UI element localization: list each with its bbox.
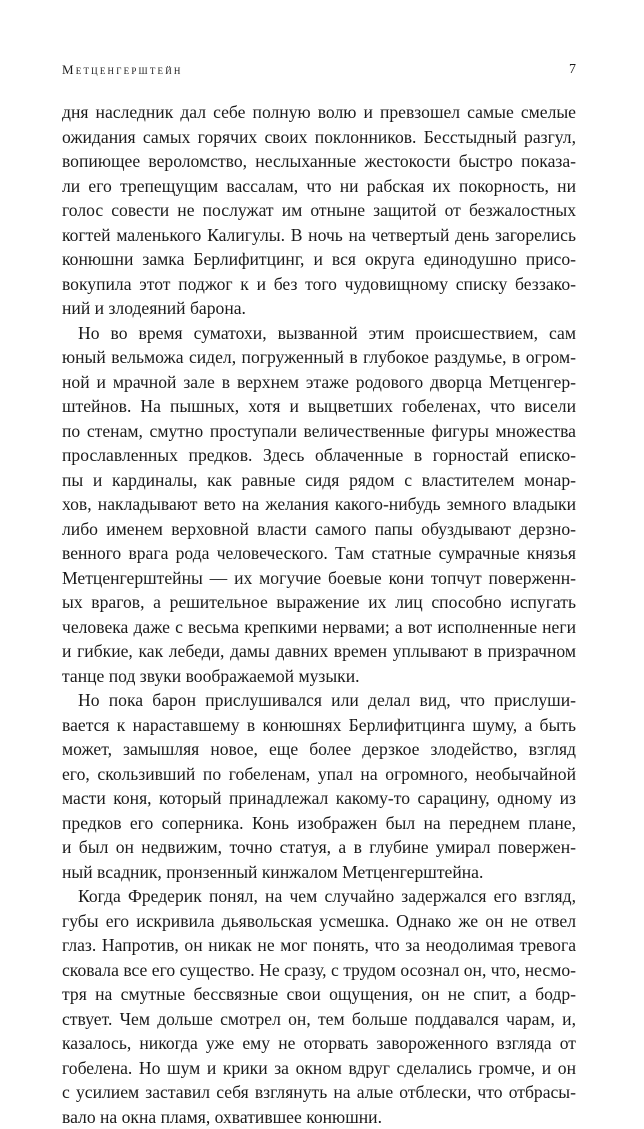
- text-line: ний и злодеяний барона.: [62, 296, 576, 321]
- text-line: танце под звуки воображаемой музыки.: [62, 664, 576, 689]
- text-line: вокупила этот поджог к и без того чудовищному списку беззако-: [62, 272, 576, 297]
- text-line: по стенам, смутно проступали величественные фигуры множества: [62, 419, 576, 444]
- text-line: венного врага рода человеческого. Там статные сумрачные князья: [62, 541, 576, 566]
- text-line: губы его искривила дьявольская усмешка. Однако же он не отвел: [62, 909, 576, 934]
- text-line: ной и мрачной зале в верхнем этаже родового дворца Метценгер-: [62, 370, 576, 395]
- text-line: пы и кардиналы, как равные сидя рядом с властителем монар-: [62, 468, 576, 493]
- paragraph: [62, 688, 576, 884]
- text-line: либо именем верховной власти самого папы обуздывают дерзно-: [62, 517, 576, 542]
- text-line: юный вельможа сидел, погруженный в глубокое раздумье, в огром-: [62, 345, 576, 370]
- text-line: ствует. Чем дольше смотрел он, тем больше поддавался чарам, и,: [62, 1007, 576, 1032]
- text-line: Метценгерштейны — их могучие боевые кони топчут поверженн-: [62, 566, 576, 591]
- text-line: голос совести не послужат им отныне защитой от безжалостных: [62, 198, 576, 223]
- text-line: ли его трепещущим вассалам, что ни рабская их покорность, ни: [62, 174, 576, 199]
- text-line: казалось, никогда уже ему не оторвать завороженного взгляда от: [62, 1031, 576, 1056]
- text-line: вало на окна пламя, охватившее конюшни.: [62, 1105, 576, 1129]
- text-line: предков его соперника. Конь изображен был на переднем плане,: [62, 811, 576, 836]
- text-line: когтей маленького Калигулы. В ночь на четвертый день загорелись: [62, 223, 576, 248]
- text-line: тря на смутные бессвязные свои ощущения, он не спит, а бодр-: [62, 982, 576, 1007]
- text-line: конюшни замка Берлифитцинг, и вся округа единодушно присо-: [62, 247, 576, 272]
- text-line: глаз. Напротив, он никак не мог понять, что за неодолимая тревога: [62, 933, 576, 958]
- text-line: и был он недвижим, точно статуя, а в глубине умирал повержен-: [62, 835, 576, 860]
- text-line: и гибкие, как лебеди, дамы давних времен уплывают в призрачном: [62, 639, 576, 664]
- text-line: ожидания самых горячих своих поклонников. Бесстыдный разгул,: [62, 125, 576, 150]
- text-line: Но во время суматохи, вызванной этим происшествием, сам: [62, 321, 576, 346]
- text-line: Когда Фредерик понял, на чем случайно задержался его взгляд,: [62, 884, 576, 909]
- page-number: 7: [569, 62, 576, 78]
- running-head: [62, 62, 576, 86]
- text-line: сковала все его существо. Не сразу, с трудом осознал он, что, несмо-: [62, 958, 576, 983]
- text-line: вается к нараставшему в конюшнях Берлифитцинга шуму, а быть: [62, 713, 576, 738]
- text-line: его, скользивший по гобеленам, упал на огромного, необычайной: [62, 762, 576, 787]
- text-line: ный всадник, пронзенный кинжалом Метценгерштейна.: [62, 860, 576, 885]
- text-line: Но пока барон прислушивался или делал вид, что прислуши-: [62, 688, 576, 713]
- running-title: Метценгерштейн: [62, 62, 183, 78]
- text-line: дня наследник дал себе полную волю и превзошел самые смелые: [62, 100, 576, 125]
- text-line: с усилием заставил себя взглянуть на алые отблески, что отбрасы-: [62, 1080, 576, 1105]
- text-line: хов, накладывают вето на желания какого-нибудь земного владыки: [62, 492, 576, 517]
- text-line: может, замышляя новое, еще более дерзкое злодейство, взгляд: [62, 737, 576, 762]
- text-line: ых врагов, а решительное выражение их лиц способно испугать: [62, 590, 576, 615]
- text-line: вопиющее вероломство, неслыханные жестокости быстро показа-: [62, 149, 576, 174]
- paragraph: [62, 100, 576, 321]
- paragraph: [62, 321, 576, 689]
- text-line: штейнов. На пышных, хотя и выцветших гобеленах, что висели: [62, 394, 576, 419]
- text-line: масти коня, который принадлежал какому-то сарацину, одному из: [62, 786, 576, 811]
- paragraph: [62, 884, 576, 1129]
- text-line: прославленных предков. Здесь облаченные в горностай еписко-: [62, 443, 576, 468]
- text-line: гобелена. Но шум и крики за окном вдруг сделались громче, и он: [62, 1056, 576, 1081]
- text-line: человека даже с весьма крепкими нервами; а вот исполненные неги: [62, 615, 576, 640]
- body-text: [62, 100, 576, 1129]
